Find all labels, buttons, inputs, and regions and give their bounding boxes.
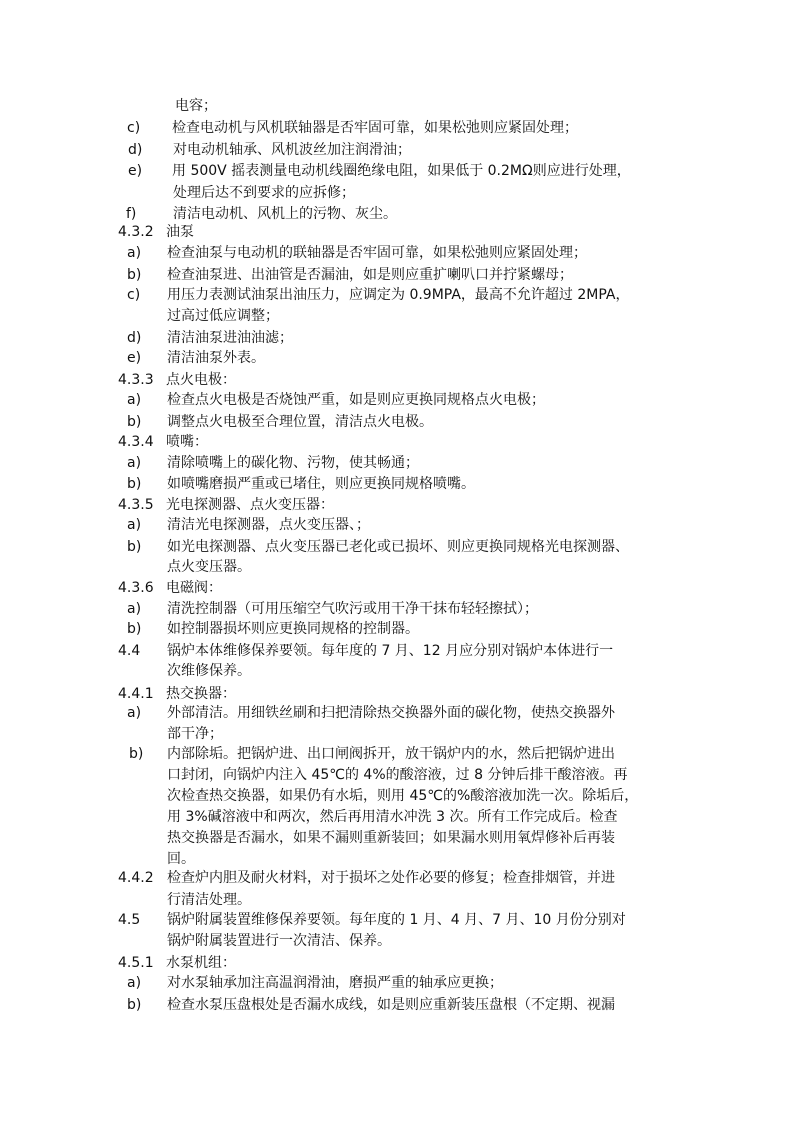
item-text: 对电动机轴承、风机波丝加注润滑油； [173, 142, 411, 158]
text-line [0, 744, 793, 765]
text-line [0, 765, 793, 786]
text-line [0, 807, 793, 828]
item-marker: d) [127, 330, 142, 346]
item-marker: 4.5 [118, 912, 141, 928]
text-line [0, 306, 793, 327]
text-line [0, 222, 793, 243]
item-text: 清洁光电探测器，点火变压器、； [167, 517, 370, 533]
item-text: 如光电探测器、点火变压器已老化或已损坏、则应更换同规格光电探测器、 [167, 539, 629, 555]
item-text: 对水泵轴承加注高温润滑油，磨损严重的轴承应更换； [167, 975, 503, 991]
item-marker: b) [127, 267, 142, 283]
item-marker: 4.4.2 [118, 870, 154, 886]
item-text: 次维修保养。 [167, 663, 251, 679]
text-line [0, 183, 793, 204]
item-text: 检查油泵与电动机的联轴器是否牢固可靠，如果松弛则应紧固处理； [167, 245, 587, 261]
item-marker: e) [127, 350, 142, 366]
item-text: 检查点火电极是否烧蚀严重，如是则应更换同规格点火电极； [167, 392, 545, 408]
text-line [0, 161, 793, 182]
text-line [0, 390, 793, 411]
item-marker: 4.4.1 [118, 686, 154, 702]
item-marker: 4.3.3 [118, 372, 154, 388]
item-marker: 4.3.5 [118, 497, 154, 513]
item-marker: a) [127, 705, 142, 721]
text-line [0, 684, 793, 705]
text-line [0, 868, 793, 889]
item-text: 锅炉本体维修保养要领。每年度的 7 月、12 月应分别对锅炉本体进行一 [167, 643, 614, 659]
item-marker: a) [127, 517, 142, 533]
text-line [0, 96, 793, 117]
item-marker: 4.3.4 [118, 434, 154, 450]
text-line [0, 995, 793, 1016]
item-marker: b) [127, 997, 142, 1013]
text-line [0, 328, 793, 349]
item-marker: b) [127, 476, 142, 492]
item-text: 用 500V 摇表测量电动机线圈绝缘电阻，如果低于 0.2MΩ则应进行处理， [172, 163, 631, 179]
item-text: 电容； [175, 98, 217, 114]
text-line [0, 412, 793, 433]
item-text: 热交换器是否漏水，如果不漏则重新装回；如果漏水则用氧焊修补后再装 [167, 830, 615, 846]
item-text: 检查炉内胆及耐火材料，对于损坏之处作必要的修复；检查排烟管，并进 [167, 870, 615, 886]
item-text: 次检查热交换器，如果仍有水垢，则用 45℃的%酸溶液加洗一次。除垢后， [167, 788, 639, 804]
item-text: 检查电动机与风机联轴器是否牢固可靠，如果松弛则应紧固处理； [172, 120, 578, 136]
text-line [0, 453, 793, 474]
text-line [0, 973, 793, 994]
item-text: 锅炉附属装置进行一次清洁、保养。 [167, 933, 391, 949]
text-line [0, 724, 793, 745]
item-text: 调整点火电极至合理位置，清洁点火电极。 [167, 414, 433, 430]
item-text: 回。 [167, 851, 195, 867]
item-text: 处理后达不到要求的应拆修； [173, 185, 355, 201]
item-marker: b) [129, 746, 144, 762]
item-text: 清洁油泵外表。 [167, 350, 265, 366]
item-marker: a) [127, 245, 142, 261]
text-line [0, 495, 793, 516]
item-text: 锅炉附属装置维修保养要领。每年度的 1 月、4 月、7 月、10 月份分别对 [167, 912, 626, 928]
item-marker: 4.3.6 [118, 580, 154, 596]
item-marker: c) [127, 287, 141, 303]
text-line [0, 703, 793, 724]
item-text: 检查水泵压盘根处是否漏水成线，如是则应重新装压盘根（不定期、视漏 [167, 997, 615, 1013]
item-text: 如喷嘴磨损严重或已堵住，则应更换同规格喷嘴。 [167, 476, 475, 492]
text-line [0, 537, 793, 558]
text-line [0, 849, 793, 870]
text-line [0, 661, 793, 682]
text-line [0, 786, 793, 807]
item-text: 光电探测器、点火变压器： [166, 497, 334, 513]
text-line [0, 828, 793, 849]
text-line [0, 515, 793, 536]
text-line [0, 370, 793, 391]
item-text: 部干净； [167, 726, 223, 742]
item-text: 点火电极： [166, 372, 236, 388]
item-text: 清洁油泵进油油滤； [167, 330, 293, 346]
item-marker: 4.3.2 [118, 224, 154, 240]
item-text: 外部清洁。用细铁丝刷和扫把清除热交换器外面的碳化物，使热交换器外 [167, 705, 615, 721]
text-line [0, 910, 793, 931]
text-line [0, 348, 793, 369]
item-marker: 4.5.1 [118, 955, 154, 971]
item-text: 点火变压器。 [167, 559, 251, 575]
item-marker: a) [127, 455, 142, 471]
item-text: 电磁阀： [166, 580, 222, 596]
text-line [0, 599, 793, 620]
item-marker: 4.4 [118, 643, 141, 659]
text-line [0, 474, 793, 495]
item-text: 行清洁处理。 [167, 892, 251, 908]
item-marker: b) [127, 414, 142, 430]
item-marker: a) [127, 601, 142, 617]
item-text: 油泵 [166, 224, 194, 240]
item-text: 用 3%碱溶液中和两次，然后再用清水冲洗 3 次。所有工作完成后。检查 [167, 809, 618, 825]
item-text: 清洁电动机、风机上的污物、灰尘。 [173, 206, 397, 222]
text-line [0, 243, 793, 264]
text-line [0, 931, 793, 952]
text-line [0, 285, 793, 306]
item-text: 检查油泵进、出油管是否漏油，如是则应重扩喇叭口并拧紧螺母； [167, 267, 573, 283]
item-text: 热交换器： [166, 686, 236, 702]
text-line [0, 432, 793, 453]
text-line [0, 557, 793, 578]
text-line [0, 890, 793, 911]
item-marker: f) [126, 206, 137, 222]
item-marker: b) [127, 621, 142, 637]
item-marker: a) [127, 392, 142, 408]
item-text: 口封闭，向锅炉内注入 45℃的 4%的酸溶液，过 8 分钟后排干酸溶液。再 [167, 767, 628, 783]
item-marker: e) [128, 163, 143, 179]
item-marker: c) [127, 120, 141, 136]
item-text: 用压力表测试油泵出油压力，应调定为 0.9MPA，最高不允许超过 2MPA， [167, 287, 630, 303]
item-text: 过高过低应调整； [167, 308, 279, 324]
text-line [0, 641, 793, 662]
item-text: 内部除垢。把锅炉进、出口闸阀拆开，放干锅炉内的水，然后把锅炉进出 [167, 746, 615, 762]
text-line [0, 578, 793, 599]
item-text: 水泵机组： [166, 955, 236, 971]
text-line [0, 953, 793, 974]
text-line [0, 140, 793, 161]
item-text: 如控制器损坏则应更换同规格的控制器。 [167, 621, 419, 637]
item-marker: a) [127, 975, 142, 991]
item-marker: b) [127, 539, 142, 555]
item-text: 清除喷嘴上的碳化物、污物，使其畅通； [167, 455, 419, 471]
text-line [0, 118, 793, 139]
item-text: 喷嘴： [166, 434, 208, 450]
item-marker: d) [128, 142, 143, 158]
item-text: 清洗控制器（可用压缩空气吹污或用干净干抹布轻轻擦拭）； [167, 601, 538, 617]
text-line [0, 265, 793, 286]
text-line [0, 619, 793, 640]
